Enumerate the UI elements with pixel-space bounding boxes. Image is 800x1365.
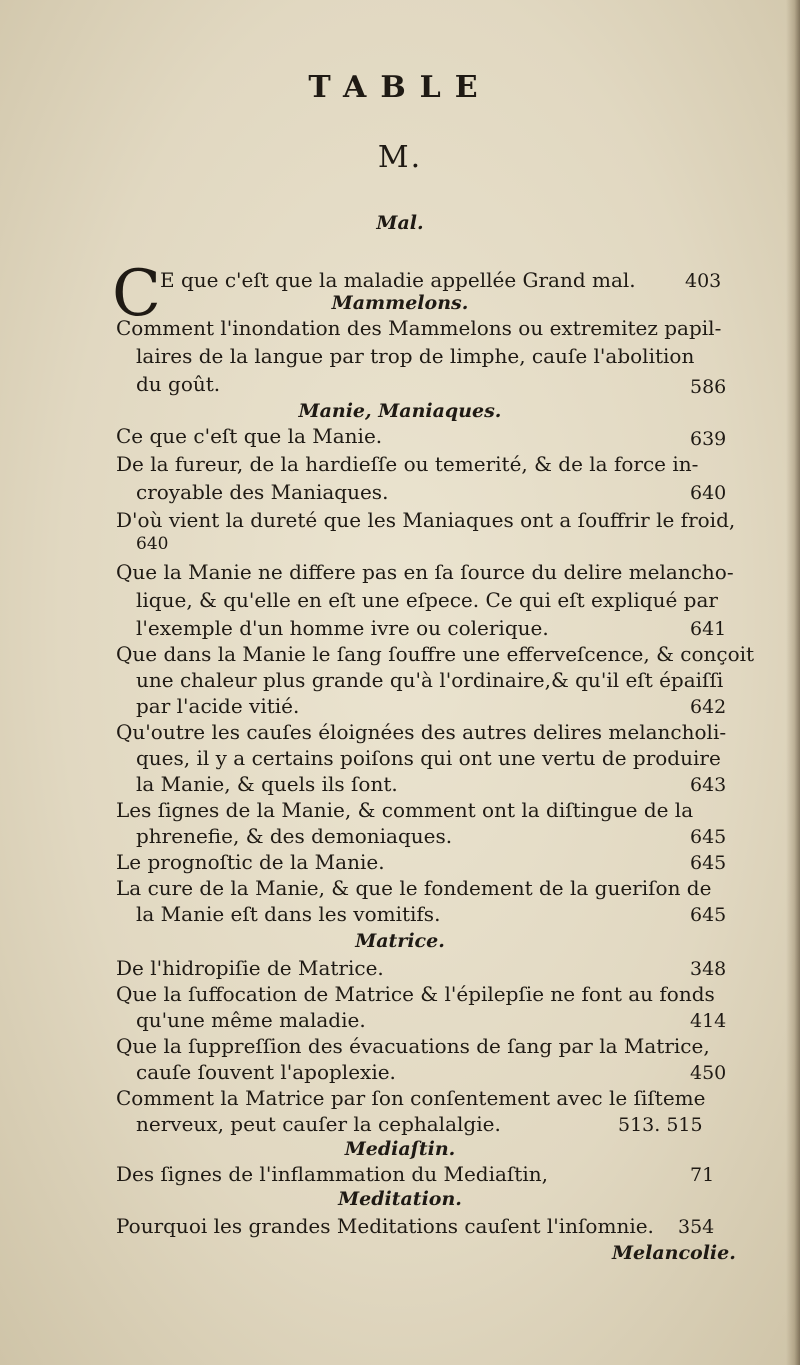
section-heading-mal: Mal.	[376, 212, 424, 234]
entry-line: cauſe ſouvent l'apoplexie.	[136, 1060, 396, 1084]
entry-line: E que c'eſt que la maladie appellée Grand mal.	[160, 268, 636, 292]
entry-line: Pourquoi les grandes Meditations cauſent l'inſomnie.	[116, 1214, 654, 1238]
entry-page-number: 414	[690, 1010, 727, 1032]
entry-line: Ce que c'eſt que la Manie.	[116, 424, 383, 448]
entry-line: Les ſignes de la Manie, & comment ont la diſtingue de la	[116, 798, 694, 822]
entry-line: Des ſignes de l'inflammation du Mediaſtin,	[116, 1162, 548, 1186]
section-heading-manie: Manie, Maniaques.	[298, 400, 502, 422]
entry-line: Que dans la Manie le ſang ſouffre une efferveſcence, & conçoit	[116, 642, 755, 666]
entry-page-number: 639	[690, 428, 727, 450]
entry-line: la Manie, & quels ils ſont.	[136, 772, 398, 796]
entry-line: Le prognoſtic de la Manie.	[116, 850, 385, 874]
entry-line: nerveux, peut cauſer la cephalalgie.	[136, 1112, 501, 1136]
entry-line: Comment la Matrice par ſon conſentement avec le ſiſteme	[116, 1086, 706, 1110]
entry-page-number: 450	[690, 1062, 727, 1084]
entry-line: lique, & qu'elle en eſt une eſpece. Ce qui eſt expliqué par	[136, 588, 718, 612]
drop-cap: C	[112, 257, 161, 331]
entry-line: La cure de la Manie, & que le fondement de la gueriſon de	[116, 876, 712, 900]
entry-page-number: 513. 515	[618, 1114, 703, 1136]
section-heading-mammelons: Mammelons.	[331, 292, 469, 314]
page-edge-shadow	[786, 0, 800, 1365]
entry-page-number: 71	[690, 1164, 715, 1186]
entry-page-number: 641	[690, 618, 727, 640]
entry-line: De l'hidropiſie de Matrice.	[116, 956, 384, 980]
entry-line: laires de la langue par trop de limphe, cauſe l'abolition	[136, 344, 695, 368]
entry-line: une chaleur plus grande qu'à l'ordinaire,& qu'il eſt épaiſſi	[136, 668, 724, 692]
entry-page-number: 645	[690, 852, 727, 874]
entry-page-number: 586	[690, 376, 727, 398]
entry-page-number: 642	[690, 696, 727, 718]
catchword: Melancolie.	[612, 1242, 736, 1264]
entry-page-number: 645	[690, 904, 727, 926]
page-running-title: TABLE	[308, 70, 492, 105]
entry-page-number: 640	[136, 534, 169, 554]
entry-line: Que la ſuffocation de Matrice & l'épilepſie ne font au fonds	[116, 982, 715, 1006]
entry-line: l'exemple d'un homme ivre ou colerique.	[136, 616, 549, 640]
entry-line: croyable des Maniaques.	[136, 480, 389, 504]
entry-line: D'où vient la dureté que les Maniaques ont a ſouffrir le froid,	[116, 508, 736, 532]
section-heading-mediastin: Mediaſtin.	[344, 1138, 456, 1160]
section-heading-matrice: Matrice.	[355, 930, 445, 952]
entry-page-number: 643	[690, 774, 727, 796]
entry-line: du goût.	[136, 372, 221, 396]
index-letter-heading: M.	[377, 140, 423, 175]
entry-line: Qu'outre les cauſes éloignées des autres delires melancholi-	[116, 720, 727, 744]
section-heading-meditation: Meditation.	[338, 1188, 462, 1210]
entry-line: Comment l'inondation des Mammelons ou extremitez papil-	[116, 316, 722, 340]
entry-page-number: 348	[690, 958, 727, 980]
entry-line: la Manie eſt dans les vomitifs.	[136, 902, 441, 926]
entry-line: qu'une même maladie.	[136, 1008, 366, 1032]
entry-page-number: 403	[685, 270, 722, 292]
entry-page-number: 645	[690, 826, 727, 848]
entry-line: Que la ſuppreſſion des évacuations de ſang par la Matrice,	[116, 1034, 710, 1058]
entry-line: De la fureur, de la hardieſſe ou temerité, & de la force in-	[116, 452, 699, 476]
entry-line: phrenefie, & des demoniaques.	[136, 824, 453, 848]
entry-line: Que la Manie ne differe pas en ſa ſource du delire melancho-	[116, 560, 734, 584]
entry-line: ques, il y a certains poiſons qui ont une vertu de produire	[136, 746, 721, 770]
entry-line: par l'acide vitié.	[136, 694, 300, 718]
entry-page-number: 354	[678, 1216, 715, 1238]
entry-page-number: 640	[690, 482, 727, 504]
